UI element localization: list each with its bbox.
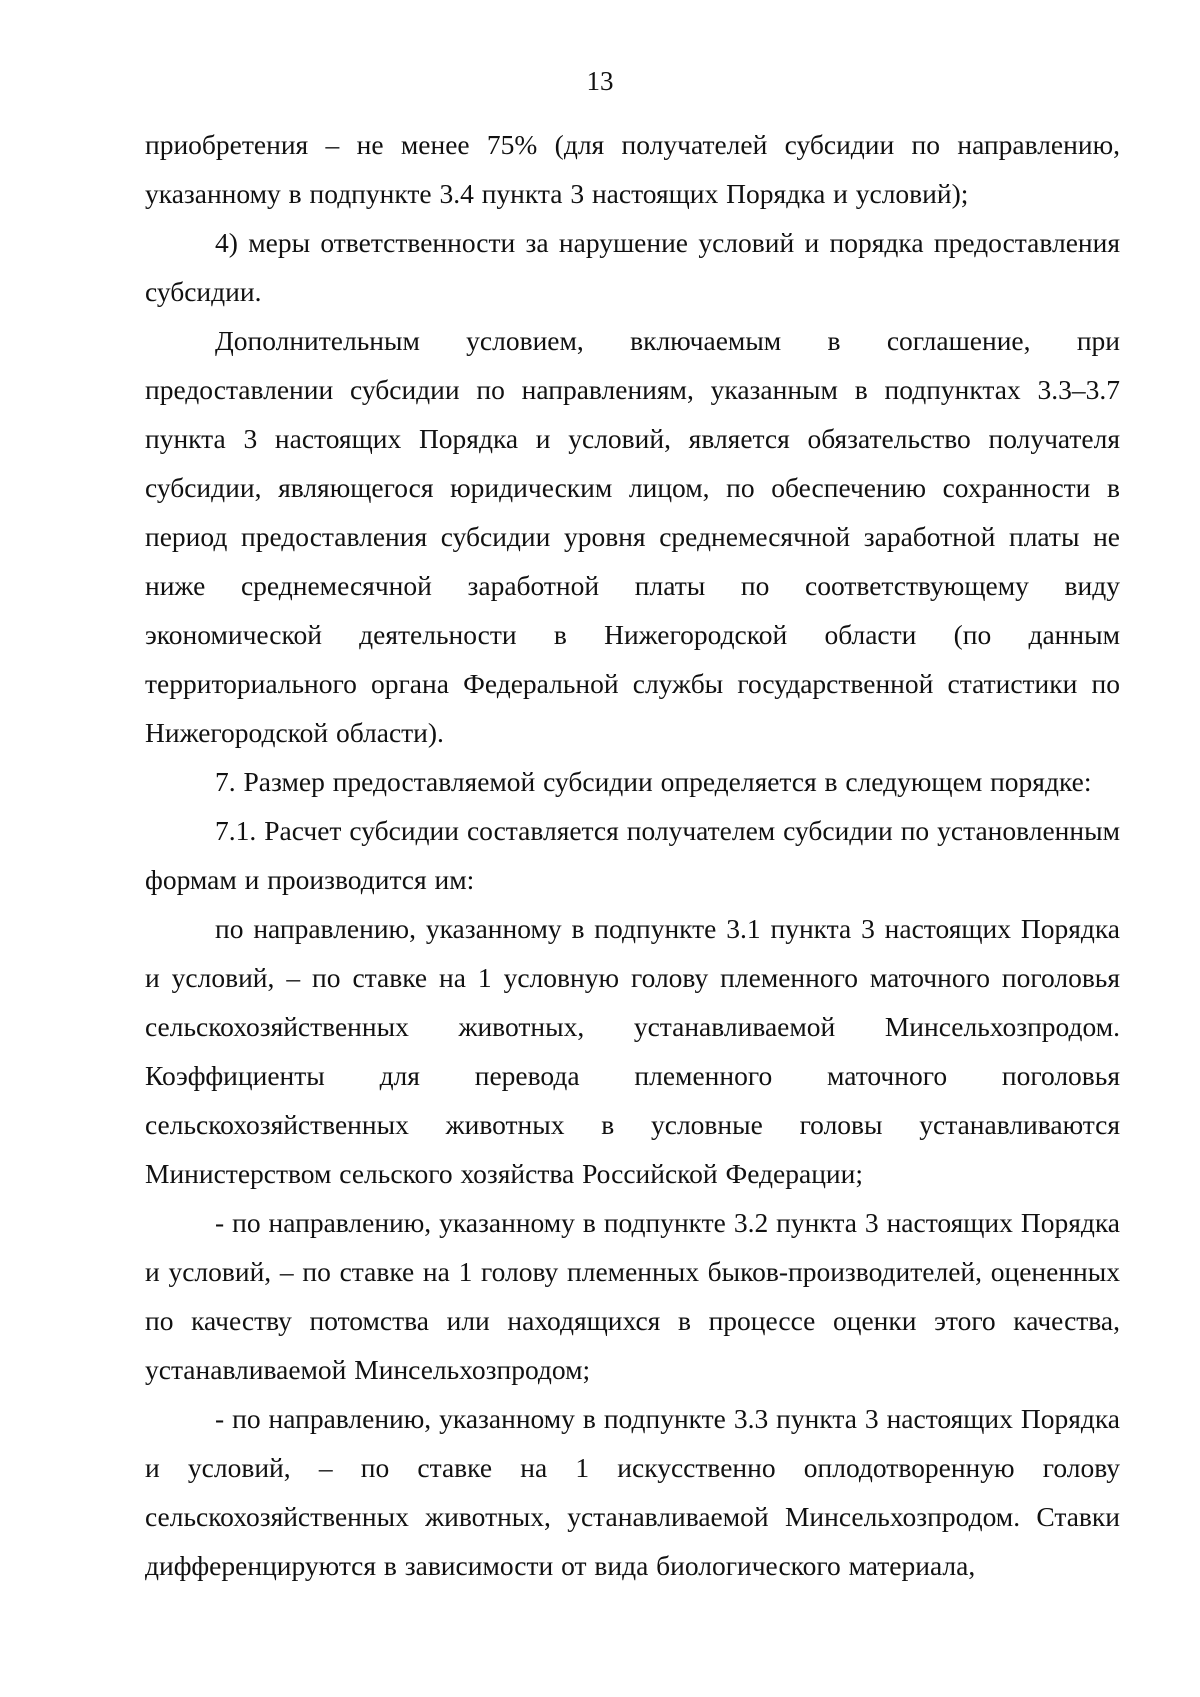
paragraph-item-4: 4) меры ответственности за нарушение условий и порядка предоставления субсидии. [145, 227, 1120, 307]
paragraph-section-7: 7. Размер предоставляемой субсидии определяется в следующем порядке: [215, 766, 1092, 797]
paragraph-additional-condition: Дополнительным условием, включаемым в соглашение, при предоставлении субсидии по направлениям, указанным в подпунктах 3.3–3.7 пункта 3 настоящих Порядка и условий, является обязательство получателя субсидии, являющегося юридическим лицом, по обеспечению сохранности в период предоставления субсидии уровня среднемесячной заработной платы не ниже среднемесячной заработной платы по соответствующему виду экономической деятельности в Нижегородской области (по данным территориального органа Федеральной службы государственной статистики по Нижегородской области). [145, 325, 1120, 748]
paragraph-direction-3-1: по направлению, указанному в подпункте 3.1 пункта 3 настоящих Порядка и условий, – по ставке на 1 условную голову племенного маточного поголовья сельскохозяйственных животных, устанавливаемой Минсельхозпродом. Коэффициенты для перевода племенного маточного поголовья сельскохозяйственных животных в условные головы устанавливаются Министерством сельского хозяйства Российской Федерации; [145, 913, 1120, 1189]
paragraph-continuation: приобретения – не менее 75% (для получателей субсидии по направлению, указанному в подпункте 3.4 пункта 3 настоящих Порядка и условий); [145, 129, 1120, 209]
document-body [145, 120, 1120, 1590]
paragraph-direction-3-3: - по направлению, указанному в подпункте 3.3 пункта 3 настоящих Порядка и условий, – по ставке на 1 искусственно оплодотворенную голову сельскохозяйственных животных, устанавливаемой Минсельхозпродом. Ставки дифференцируются в зависимости от вида биологического материала, [145, 1403, 1120, 1581]
paragraph-direction-3-2: - по направлению, указанному в подпункте 3.2 пункта 3 настоящих Порядка и условий, – по ставке на 1 голову племенных быков-производителей, оцененных по качеству потомства или находящихся в процессе оценки этого качества, устанавливаемой Минсельхозпродом; [145, 1207, 1120, 1385]
paragraph-section-7-1: 7.1. Расчет субсидии составляется получателем субсидии по установленным формам и производится им: [145, 815, 1120, 895]
page-number: 13 [586, 66, 614, 96]
